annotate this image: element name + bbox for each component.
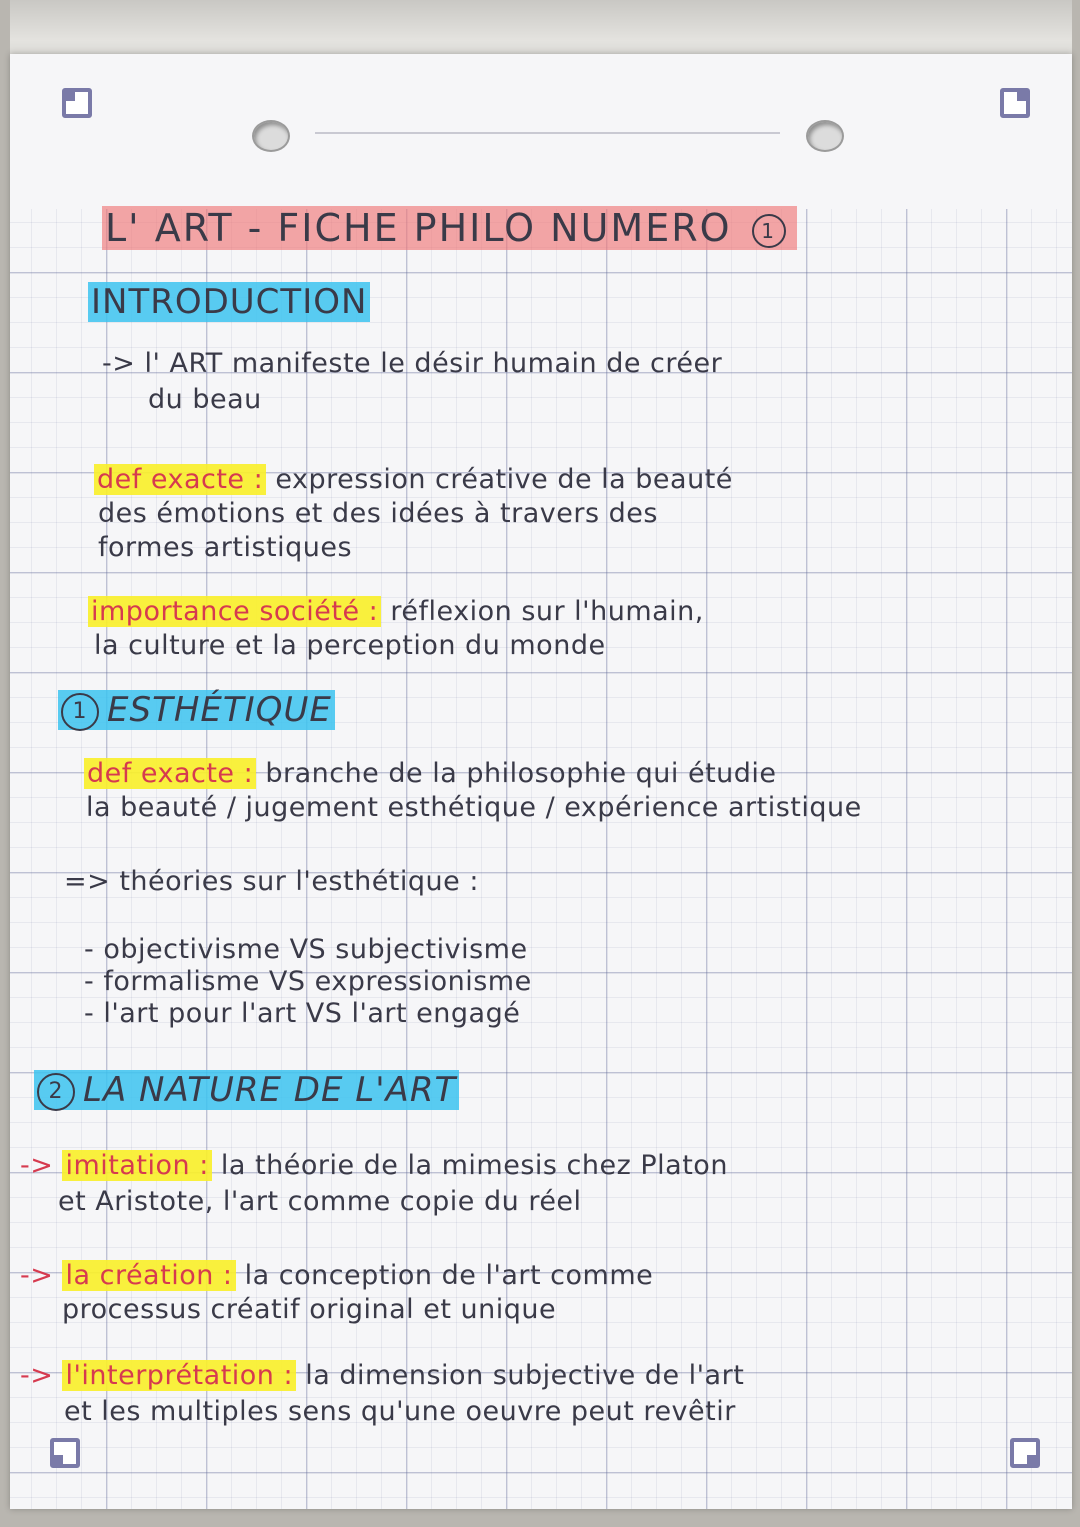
intro-line-1 <box>102 348 722 379</box>
creation-text-1: la conception de l'art comme <box>244 1260 654 1291</box>
imitation-label: imitation : <box>62 1150 211 1181</box>
section1-def-text-2: la beauté / jugement esthétique / expérience artistique <box>86 792 862 823</box>
intro-def-text-2: des émotions et des idées à travers des <box>98 498 658 529</box>
arrow-icon: -> <box>102 348 136 379</box>
list-item: - l'art pour l'art VS l'art engagé <box>84 998 521 1029</box>
section2-number-circle: 2 <box>37 1073 75 1111</box>
theories-line <box>64 866 479 897</box>
intro-def-label: def exacte : <box>94 464 266 495</box>
introduction-heading <box>88 282 370 322</box>
section2-heading-highlight <box>34 1070 459 1110</box>
arrow-icon: -> <box>20 1150 54 1181</box>
imitation-line-1 <box>20 1150 728 1181</box>
section1-heading-highlight <box>58 690 335 730</box>
title-number-circle: 1 <box>752 214 786 248</box>
grid-paper-sheet <box>10 54 1072 1509</box>
page-header-band <box>10 54 1072 209</box>
list-item: - objectivisme VS subjectivisme <box>84 934 528 965</box>
arrow-icon: -> <box>20 1260 54 1291</box>
interpretation-text-1: la dimension subjective de l'art <box>305 1360 745 1391</box>
creation-line-1 <box>20 1260 653 1291</box>
title-text: L' ART - FICHE PHILO NUMERO <box>105 206 732 250</box>
list-item: - formalisme VS expressionisme <box>84 966 532 997</box>
section1-def-label: def exacte : <box>84 758 256 789</box>
theories-text: théories sur l'esthétique : <box>119 866 479 897</box>
double-arrow-icon: => <box>64 866 111 897</box>
creation-label: la création : <box>62 1260 235 1291</box>
corner-mark-icon <box>62 88 92 118</box>
section1-heading <box>58 690 335 731</box>
interpretation-line-1 <box>20 1360 744 1391</box>
section1-heading-text: ESTHÉTIQUE <box>107 690 332 730</box>
intro-text-2: du beau <box>148 384 262 415</box>
notepad-binding <box>10 0 1072 58</box>
intro-def-text-3: formes artistiques <box>98 532 353 563</box>
importance-line-1 <box>88 596 704 627</box>
corner-mark-icon <box>1000 88 1030 118</box>
note-title <box>102 206 797 250</box>
intro-def-line-1 <box>94 464 733 495</box>
section1-number-circle: 1 <box>61 693 99 731</box>
hole-icon <box>252 120 290 152</box>
interpretation-text-2: et les multiples sens qu'une oeuvre peut revêtir <box>64 1396 736 1427</box>
header-line <box>315 132 780 134</box>
section1-def-line-1 <box>84 758 777 789</box>
importance-label: importance société : <box>88 596 381 627</box>
interpretation-label: l'interprétation : <box>62 1360 296 1391</box>
corner-mark-icon <box>50 1438 80 1468</box>
section2-heading-text: LA NATURE DE L'ART <box>83 1070 457 1110</box>
intro-def-text-1: expression créative de la beauté <box>275 464 733 495</box>
arrow-icon: -> <box>20 1360 54 1391</box>
section2-heading <box>34 1070 459 1111</box>
imitation-text-1: la théorie de la mimesis chez Platon <box>220 1150 728 1181</box>
intro-text-1: l' ART manifeste le désir humain de créer <box>144 348 723 379</box>
importance-text-2: la culture et la perception du monde <box>94 630 606 661</box>
title-highlight <box>102 206 797 250</box>
imitation-text-2: et Aristote, l'art comme copie du réel <box>58 1186 582 1217</box>
creation-text-2: processus créatif original et unique <box>62 1294 557 1325</box>
corner-mark-icon <box>1010 1438 1040 1468</box>
hole-icon <box>806 120 844 152</box>
importance-text-1: réflexion sur l'humain, <box>390 596 704 627</box>
introduction-heading-text: INTRODUCTION <box>88 282 370 322</box>
section1-def-text-1: branche de la philosophie qui étudie <box>265 758 777 789</box>
